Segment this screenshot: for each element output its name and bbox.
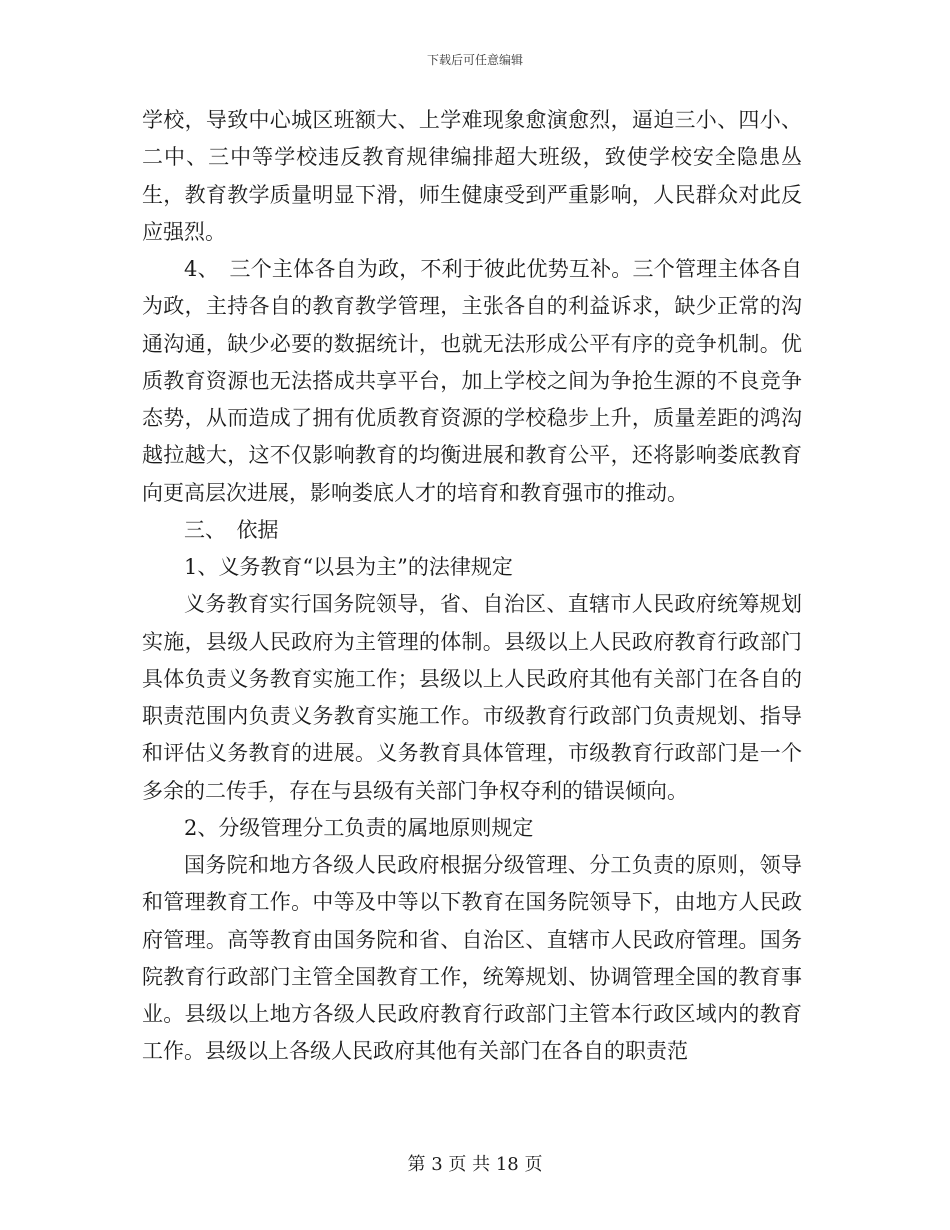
page-header: 下载后可任意编辑 xyxy=(426,53,523,67)
subheading-2: 2、分级管理分工负责的属地原则规定 xyxy=(184,815,534,840)
document-body xyxy=(142,102,802,1071)
paragraph-2: 4、 三个主体各自为政，不利于彼此优势互补。三个管理主体各自为政，主持各自的教育教学管理，主张各自的利益诉求，缺少正常的沟通沟通，缺少必要的数据统计，也就无法形成公平有序的竞争机制。优质教育资源也无法搭成共享平台，加上学校之间为争抢生源的不良竞争态势，从而造成了拥有优质教育资源的学校稳步上升，质量差距的鸿沟越拉越大，这不仅影响教育的均衡进展和教育公平，还将影响娄底教育向更高层次进展，影响娄底人才的培育和教育强市的推动。 xyxy=(142,257,802,505)
page-footer: 第 3 页 共 18 页 xyxy=(407,1154,543,1175)
subheading-1: 1、义务教育“以县为主”的法律规定 xyxy=(184,555,513,579)
section-heading-3: 三、 依据 xyxy=(184,517,279,542)
paragraph-4: 国务院和地方各级人民政府根据分级管理、分工负责的原则，领导和管理教育工作。中等及中等以下教育在国务院领导下，由地方人民政府管理。高等教育由国务院和省、自治区、直辖市人民政府管理。国务院教育行政部门主管全国教育工作，统筹规划、协调管理全国的教育事业。县级以上地方各级人民政府教育行政部门主管本行政区域内的教育工作。县级以上各级人民政府其他有关部门在各自的职责范 xyxy=(142,853,802,1064)
paragraph-1: 学校，导致中心城区班额大、上学难现象愈演愈烈，逼迫三小、四小、二中、三中等学校违反教育规律编排超大班级，致使学校安全隐患丛生，教育教学质量明显下滑，师生健康受到严重影响，人民群众对此反应强烈。 xyxy=(142,108,802,244)
paragraph-3: 义务教育实行国务院领导，省、自治区、直辖市人民政府统筹规划实施，县级人民政府为主管理的体制。县级以上人民政府教育行政部门具体负责义务教育实施工作；县级以上人民政府其他有关部门在各自的职责范围内负责义务教育实施工作。市级教育行政部门负责规划、指导和评估义务教育的进展。义务教育具体管理，市级教育行政部门是一个多余的二传手，存在与县级有关部门争权夺利的错误倾向。 xyxy=(142,592,802,803)
